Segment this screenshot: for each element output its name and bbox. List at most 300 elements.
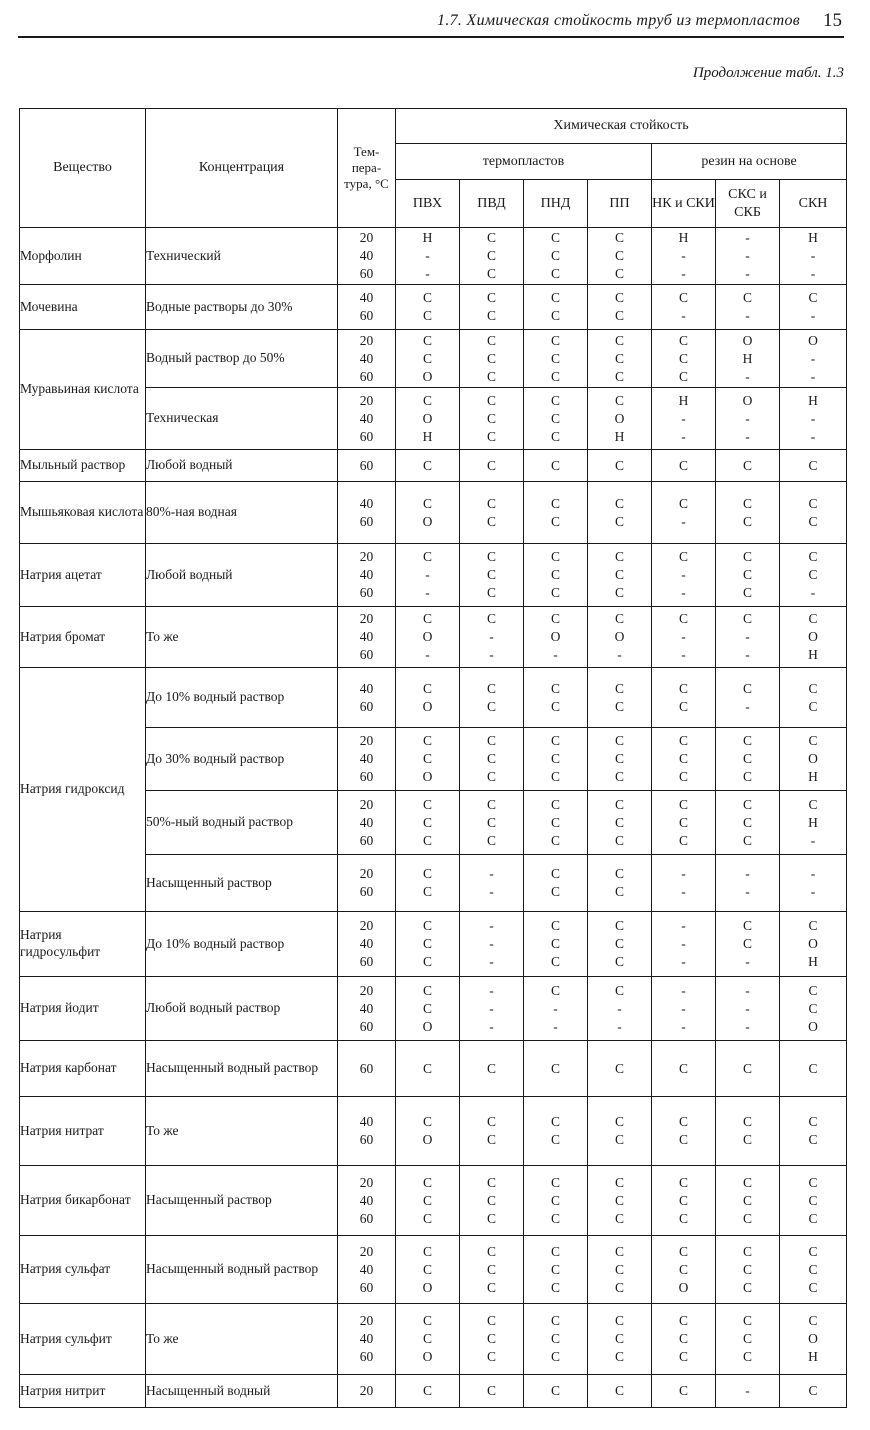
resistance-cell (652, 1375, 716, 1408)
resistance-value: - (681, 918, 686, 933)
concentration-cell: Технический (146, 228, 338, 285)
resistance-value: С (678, 1060, 688, 1076)
resistance-cell (716, 544, 780, 607)
concentration-cell: Водные растворы до 30% (146, 285, 338, 330)
resistance-cell (588, 388, 652, 450)
resistance-cell (396, 791, 460, 855)
temperature-cell (338, 450, 396, 482)
table-row (20, 1166, 847, 1236)
header-material: СКН (780, 180, 847, 228)
temperature-value: 20 (359, 733, 374, 748)
resistance-cell (716, 330, 780, 388)
resistance-value: - (810, 585, 816, 600)
resistance-value: С (550, 1174, 560, 1190)
resistance-value: - (681, 567, 686, 582)
temperature-value: 20 (359, 918, 374, 933)
resistance-cell (460, 228, 524, 285)
resistance-cell (780, 977, 847, 1041)
resistance-value: Н (422, 428, 433, 444)
resistance-cell (652, 450, 716, 482)
resistance-value: - (681, 1000, 686, 1016)
resistance-value: С (486, 457, 496, 473)
resistance-value: С (742, 751, 752, 766)
resistance-cell (716, 912, 780, 977)
resistance-cell (460, 1166, 524, 1236)
concentration-cell: Насыщенный водный раствор (146, 1041, 338, 1097)
resistance-value: С (422, 611, 432, 626)
resistance-cell (652, 544, 716, 607)
resistance-cell (588, 450, 652, 482)
resistance-cell (460, 855, 524, 912)
resistance-value: С (486, 230, 496, 245)
resistance-value: С (422, 549, 432, 564)
resistance-value: - (617, 647, 622, 662)
resistance-cell (716, 1375, 780, 1408)
resistance-cell (588, 330, 652, 388)
resistance-value: - (745, 428, 750, 444)
temperature-value: 40 (359, 350, 374, 366)
resistance-value: С (808, 982, 818, 998)
resistance-cell (652, 1041, 716, 1097)
resistance-cell (524, 855, 588, 912)
resistance-value: С (614, 982, 624, 998)
resistance-cell (588, 977, 652, 1041)
concentration-cell: До 30% водный раствор (146, 728, 338, 791)
temperature-value: 20 (359, 1174, 374, 1190)
resistance-value: С (550, 290, 560, 305)
resistance-cell (524, 1375, 588, 1408)
resistance-cell (524, 977, 588, 1041)
resistance-value: - (745, 982, 750, 998)
resistance-value: С (678, 611, 688, 626)
resistance-value: О (808, 1018, 818, 1034)
temperature-cell (338, 791, 396, 855)
resistance-cell (588, 228, 652, 285)
resistance-value: С (422, 332, 432, 348)
resistance-value: С (614, 918, 624, 933)
temperature-value: 40 (359, 680, 374, 696)
substance-cell: Натрия сульфат (20, 1236, 146, 1304)
resistance-value: - (489, 884, 494, 899)
resistance-value: С (678, 796, 688, 812)
resistance-value: С (808, 918, 818, 933)
resistance-value: С (486, 611, 496, 626)
temperature-cell (338, 228, 396, 285)
resistance-value: С (550, 1060, 560, 1076)
resistance-value: С (808, 1313, 818, 1328)
resistance-value: С (808, 733, 818, 748)
resistance-value: С (742, 567, 752, 582)
resistance-value: С (614, 308, 624, 323)
resistance-cell (460, 1097, 524, 1166)
resistance-value: С (422, 1114, 432, 1129)
resistance-value: - (810, 308, 816, 323)
header-material: ПП (588, 180, 652, 228)
resistance-value: О (422, 368, 433, 384)
temperature-value: 20 (359, 1313, 374, 1328)
resistance-cell (588, 607, 652, 668)
resistance-cell (524, 450, 588, 482)
resistance-value: С (742, 1132, 752, 1147)
resistance-value: - (810, 428, 816, 444)
resistance-cell (460, 1236, 524, 1304)
resistance-value: С (742, 796, 752, 812)
resistance-value: - (617, 1000, 622, 1016)
resistance-cell (716, 1166, 780, 1236)
temperature-cell (338, 1304, 396, 1375)
resistance-value: С (742, 290, 752, 305)
resistance-value: С (808, 680, 818, 696)
resistance-value: О (550, 629, 561, 644)
concentration-cell: Техническая (146, 388, 338, 450)
resistance-cell (780, 450, 847, 482)
resistance-cell (588, 1097, 652, 1166)
resistance-value: С (808, 567, 818, 582)
concentration-cell: Насыщенный водный (146, 1375, 338, 1408)
resistance-value: Н (678, 230, 689, 245)
temperature-value: 40 (359, 495, 374, 511)
resistance-value: С (486, 1060, 496, 1076)
resistance-cell (524, 668, 588, 728)
resistance-value: С (614, 1210, 624, 1226)
resistance-value: С (422, 1210, 432, 1226)
temperature-value: 40 (359, 290, 374, 305)
resistance-cell (396, 1304, 460, 1375)
resistance-cell (780, 1375, 847, 1408)
resistance-value: О (808, 1331, 818, 1346)
resistance-value: С (486, 248, 496, 263)
resistance-value: С (486, 513, 496, 529)
resistance-value: С (808, 1132, 818, 1147)
resistance-value: С (614, 585, 624, 600)
resistance-value: - (681, 884, 686, 899)
resistance-value: - (745, 410, 750, 426)
temperature-value: 60 (359, 428, 374, 444)
resistance-value: С (486, 1313, 496, 1328)
resistance-value: С (614, 796, 624, 812)
resistance-value: С (422, 733, 432, 748)
resistance-cell (780, 855, 847, 912)
table-row (20, 1097, 847, 1166)
resistance-value: С (550, 230, 560, 245)
concentration-cell: 50%-ный водный раствор (146, 791, 338, 855)
resistance-value: - (681, 982, 686, 998)
resistance-value: С (486, 392, 496, 408)
temperature-value: 60 (359, 457, 374, 473)
resistance-value: С (422, 290, 432, 305)
resistance-cell (588, 482, 652, 544)
resistance-cell (396, 388, 460, 450)
resistance-value: С (486, 495, 496, 511)
resistance-value: С (614, 248, 624, 263)
concentration-cell: Насыщенный раствор (146, 1166, 338, 1236)
resistance-value: - (425, 266, 430, 281)
resistance-value: С (742, 549, 752, 564)
resistance-value: О (742, 392, 753, 408)
resistance-cell (652, 607, 716, 668)
resistance-value: С (808, 1060, 818, 1076)
resistance-value: - (745, 266, 750, 281)
resistance-cell (780, 285, 847, 330)
resistance-value: С (550, 936, 560, 951)
resistance-value: С (614, 936, 624, 951)
temperature-value: 60 (359, 1279, 374, 1295)
resistance-value: С (808, 1261, 818, 1277)
resistance-value: С (678, 698, 688, 714)
resistance-cell (652, 1304, 716, 1375)
resistance-cell (396, 1375, 460, 1408)
resistance-value: - (681, 410, 686, 426)
resistance-value: С (486, 832, 496, 848)
resistance-cell (780, 791, 847, 855)
resistance-value: С (422, 495, 432, 511)
resistance-value: С (422, 1243, 432, 1259)
resistance-value: С (808, 1000, 818, 1016)
resistance-value: С (550, 918, 560, 933)
temperature-cell (338, 728, 396, 791)
resistance-value: С (614, 733, 624, 748)
resistance-cell (460, 912, 524, 977)
header-concentration: Концентрация (146, 109, 338, 228)
table-row (20, 668, 847, 728)
resistance-value: С (614, 751, 624, 766)
resistance-value: Н (808, 392, 818, 408)
resistance-value: С (550, 1331, 560, 1346)
resistance-value: С (678, 1174, 688, 1190)
substance-cell: Натрия гидросульфит (20, 912, 146, 977)
resistance-cell (460, 607, 524, 668)
running-header (18, 8, 844, 38)
resistance-value: О (808, 629, 818, 644)
resistance-value: С (550, 495, 560, 511)
temperature-cell (338, 1097, 396, 1166)
resistance-value: С (678, 680, 688, 696)
resistance-cell (652, 228, 716, 285)
substance-cell: Мышьяковая кислота (20, 482, 146, 544)
resistance-value: С (550, 751, 560, 766)
resistance-cell (716, 728, 780, 791)
resistance-value: Н (808, 230, 818, 245)
concentration-cell: Любой водный раствор (146, 977, 338, 1041)
resistance-cell (716, 1041, 780, 1097)
resistance-value: С (422, 796, 432, 812)
resistance-cell (396, 450, 460, 482)
resistance-cell (396, 977, 460, 1041)
resistance-value: С (486, 308, 496, 323)
resistance-cell (396, 1236, 460, 1304)
resistance-value: С (678, 1132, 688, 1147)
resistance-value: С (550, 1349, 560, 1364)
resistance-value: С (486, 1261, 496, 1277)
resistance-cell (716, 977, 780, 1041)
resistance-value: С (550, 266, 560, 281)
resistance-cell (780, 1041, 847, 1097)
resistance-value: С (422, 1383, 432, 1398)
resistance-cell (780, 912, 847, 977)
resistance-value: С (742, 832, 752, 848)
temperature-value: 60 (359, 1349, 374, 1364)
resistance-value: Н (808, 769, 818, 784)
resistance-value: С (486, 751, 496, 766)
resistance-cell (396, 1041, 460, 1097)
resistance-value: Н (742, 350, 753, 366)
resistance-value: С (486, 1331, 496, 1346)
resistance-value: С (550, 1261, 560, 1277)
resistance-value: С (550, 350, 560, 366)
resistance-value: С (808, 513, 818, 529)
resistance-cell (396, 1166, 460, 1236)
resistance-value: С (742, 936, 752, 951)
temperature-value: 20 (359, 230, 374, 245)
resistance-value: С (614, 230, 624, 245)
resistance-value: С (486, 1383, 496, 1398)
resistance-value: С (808, 796, 818, 812)
resistance-value: С (550, 513, 560, 529)
resistance-cell (396, 668, 460, 728)
resistance-value: - (681, 248, 686, 263)
resistance-cell (652, 855, 716, 912)
resistance-value: С (614, 954, 624, 969)
resistance-value: С (678, 457, 688, 473)
resistance-value: С (742, 918, 752, 933)
resistance-value: О (422, 513, 433, 529)
resistance-value: С (550, 549, 560, 564)
resistance-cell (652, 1166, 716, 1236)
resistance-value: С (550, 1313, 560, 1328)
resistance-cell (716, 855, 780, 912)
resistance-value: - (681, 936, 686, 951)
temperature-cell (338, 912, 396, 977)
resistance-value: С (742, 495, 752, 511)
resistance-cell (460, 388, 524, 450)
resistance-value: - (745, 629, 750, 644)
resistance-cell (396, 285, 460, 330)
resistance-value: С (550, 368, 560, 384)
resistance-value: С (550, 332, 560, 348)
temperature-value: 40 (359, 814, 374, 830)
resistance-cell (780, 1097, 847, 1166)
resistance-value: - (745, 1383, 750, 1398)
temperature-cell (338, 330, 396, 388)
resistance-cell (396, 728, 460, 791)
resistance-value: С (550, 567, 560, 582)
resistance-value: С (678, 1261, 688, 1277)
concentration-cell: Насыщенный раствор (146, 855, 338, 912)
resistance-cell (652, 1097, 716, 1166)
resistance-value: С (614, 1243, 624, 1259)
resistance-value: - (489, 1018, 494, 1034)
resistance-value: С (614, 814, 624, 830)
resistance-value: С (422, 918, 432, 933)
resistance-value: С (614, 1114, 624, 1129)
resistance-cell (780, 607, 847, 668)
resistance-value: С (614, 1279, 624, 1295)
resistance-cell (524, 791, 588, 855)
concentration-cell: До 10% водный раствор (146, 668, 338, 728)
resistance-value: Н (808, 954, 818, 969)
temperature-value: 60 (359, 1210, 374, 1226)
resistance-cell (652, 728, 716, 791)
temperature-cell (338, 388, 396, 450)
resistance-cell (524, 1304, 588, 1375)
resistance-cell (716, 388, 780, 450)
resistance-value: С (614, 611, 624, 626)
temperature-cell (338, 1041, 396, 1097)
resistance-value: С (678, 1114, 688, 1129)
temperature-value: 60 (359, 266, 374, 281)
resistance-cell (716, 450, 780, 482)
resistance-value: С (550, 428, 560, 444)
temperature-value: 20 (359, 611, 374, 626)
resistance-value: С (486, 1114, 496, 1129)
resistance-cell (396, 912, 460, 977)
resistance-cell (396, 482, 460, 544)
temperature-value: 60 (359, 368, 374, 384)
resistance-value: С (678, 814, 688, 830)
resistance-value: С (808, 457, 818, 473)
temperature-value: 60 (359, 954, 374, 969)
resistance-value: Н (678, 392, 689, 408)
resistance-value: - (489, 647, 494, 662)
resistance-value: С (486, 1349, 496, 1364)
resistance-cell (652, 791, 716, 855)
temperature-value: 20 (359, 796, 374, 812)
temperature-value: 40 (359, 567, 374, 582)
resistance-cell (588, 855, 652, 912)
resistance-value: - (745, 698, 750, 714)
resistance-value: С (486, 733, 496, 748)
resistance-cell (652, 912, 716, 977)
temperature-cell (338, 285, 396, 330)
resistance-value: О (808, 936, 818, 951)
resistance-value: С (614, 495, 624, 511)
resistance-value: Н (614, 428, 625, 444)
resistance-value: - (681, 647, 686, 662)
section-title: 1.7. Химическая стойкость труб из термопластов (437, 12, 800, 29)
resistance-value: С (742, 733, 752, 748)
resistance-value: С (614, 1060, 624, 1076)
resistance-value: - (553, 1000, 558, 1016)
resistance-value: С (678, 1210, 688, 1226)
resistance-value: С (614, 1383, 624, 1398)
resistance-value: - (489, 629, 494, 644)
resistance-value: - (681, 629, 686, 644)
concentration-cell: То же (146, 1097, 338, 1166)
temperature-value: 60 (359, 585, 374, 600)
resistance-cell (460, 791, 524, 855)
temperature-value: 60 (359, 308, 374, 323)
resistance-value: О (422, 1132, 433, 1147)
resistance-value: С (742, 1279, 752, 1295)
resistance-value: - (425, 248, 430, 263)
resistance-value: О (614, 410, 625, 426)
header-thermoplastics: термопластов (396, 144, 652, 180)
resistance-value: С (678, 769, 688, 784)
temperature-cell (338, 544, 396, 607)
resistance-value: С (550, 1383, 560, 1398)
concentration-cell: То же (146, 1304, 338, 1375)
resistance-value: С (614, 368, 624, 384)
resistance-value: С (678, 832, 688, 848)
resistance-cell (460, 482, 524, 544)
resistance-value: С (486, 1132, 496, 1147)
resistance-value: С (678, 549, 688, 564)
resistance-cell (460, 1041, 524, 1097)
resistance-value: О (422, 629, 433, 644)
table-row (20, 912, 847, 977)
temperature-value: 40 (359, 751, 374, 766)
temperature-value: 20 (359, 549, 374, 564)
